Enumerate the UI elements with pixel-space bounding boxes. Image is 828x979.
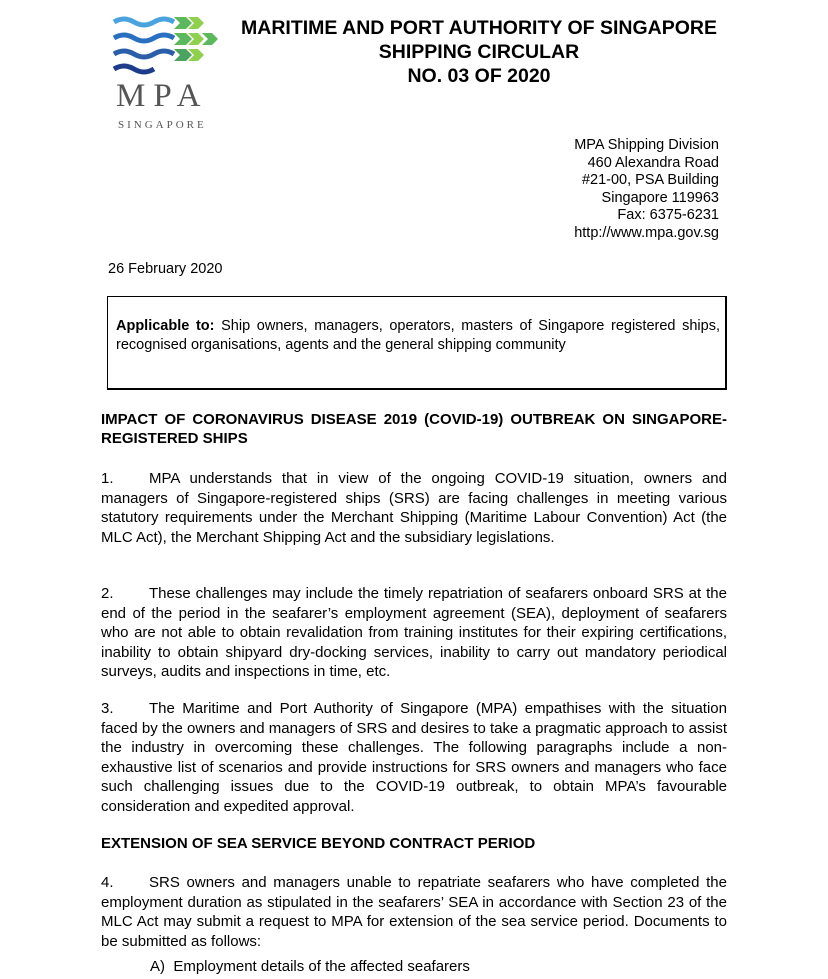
waves-arrows-icon — [112, 14, 224, 76]
list-marker: A) — [150, 958, 165, 975]
paragraph-4 — [101, 873, 727, 951]
section-heading-extension: EXTENSION OF SEA SERVICE BEYOND CONTRACT PERIOD — [101, 835, 536, 852]
address-line: #21-00, PSA Building — [581, 172, 719, 188]
logo-subtext: SINGAPORE — [118, 119, 207, 131]
sender-address — [574, 137, 719, 242]
logo-wordmark: MPA — [116, 78, 209, 114]
title-line-3: NO. 03 OF 2020 — [407, 65, 551, 87]
paragraph-1 — [101, 469, 727, 547]
address-line: Singapore 119963 — [601, 189, 719, 206]
address-line: MPA Shipping Division — [574, 137, 719, 153]
paragraph-number: 3. — [101, 700, 114, 717]
paragraph-text: SRS owners and managers unable to repatriate seafarers who have completed the employment duration as stipulated in the seafarers’ SEA in accordance with Section 23 of the MLC Act may submit a request to MPA for extension of the sea service period. Documents to be submitted as follows: — [101, 874, 727, 950]
paragraph-2 — [101, 584, 727, 682]
applicable-label: Applicable to: — [116, 318, 215, 334]
applicable-box — [107, 296, 727, 390]
paragraph-text: These challenges may include the timely repatriation of seafarers onboard SRS at the end of the period in the seafarer’s employment agreement (SEA), deployment of seafarers who are not able to obtain revalidation from training institutes for their expiring certifications, inability to obtain shipyard dry-docking services, inability to carry out mandatory periodical surveys, audits and inspections in time, etc. — [101, 585, 727, 680]
applicable-text — [116, 317, 720, 355]
paragraph-number: 4. — [101, 874, 114, 891]
paragraph-text: MPA understands that in view of the ongoing COVID-19 situation, owners and managers of Singapore-registered ships (SRS) are facing challenges in meeting various statutory requirements under the Merchant Shipping (Maritime Labour Convention) Act (the MLC Act), the Merchant Shipping Act and the subsidiary legislations. — [101, 470, 727, 546]
paragraph-number: 1. — [101, 470, 114, 487]
fax-line: Fax: 6375-6231 — [617, 207, 719, 223]
paragraph-3 — [101, 699, 727, 816]
applicable-audience: Ship owners, managers, operators, masters of Singapore registered ships, recognised organisations, agents and the general shipping community — [116, 318, 720, 353]
paragraph-text: The Maritime and Port Authority of Singapore (MPA) empathises with the situation faced by the owners and managers of SRS and desires to take a pragmatic approach to assist the industry in overcoming these challenges. The following paragraphs include a non-exhaustive list of scenarios and provide instructions for SRS owners and managers who face such challenging issues due to the COVID-19 outbreak, to obtain MPA’s favourable consideration and expedited approval. — [101, 700, 727, 815]
list-item — [150, 957, 470, 976]
address-line: 460 Alexandra Road — [587, 154, 719, 171]
paragraph-number: 2. — [101, 585, 114, 602]
website-link[interactable]: http://www.mpa.gov.sg — [574, 224, 719, 241]
circular-date: 26 February 2020 — [108, 261, 223, 277]
section-heading-impact: IMPACT OF CORONAVIRUS DISEASE 2019 (COVID-19) OUTBREAK ON SINGAPORE-REGISTERED SHIPS — [101, 411, 727, 447]
title-line-2: SHIPPING CIRCULAR — [378, 41, 580, 63]
document-title — [230, 16, 728, 88]
title-line-1: MARITIME AND PORT AUTHORITY OF SINGAPORE — [241, 17, 717, 39]
mpa-logo — [108, 10, 228, 135]
list-text: Employment details of the affected seafarers — [173, 958, 470, 975]
